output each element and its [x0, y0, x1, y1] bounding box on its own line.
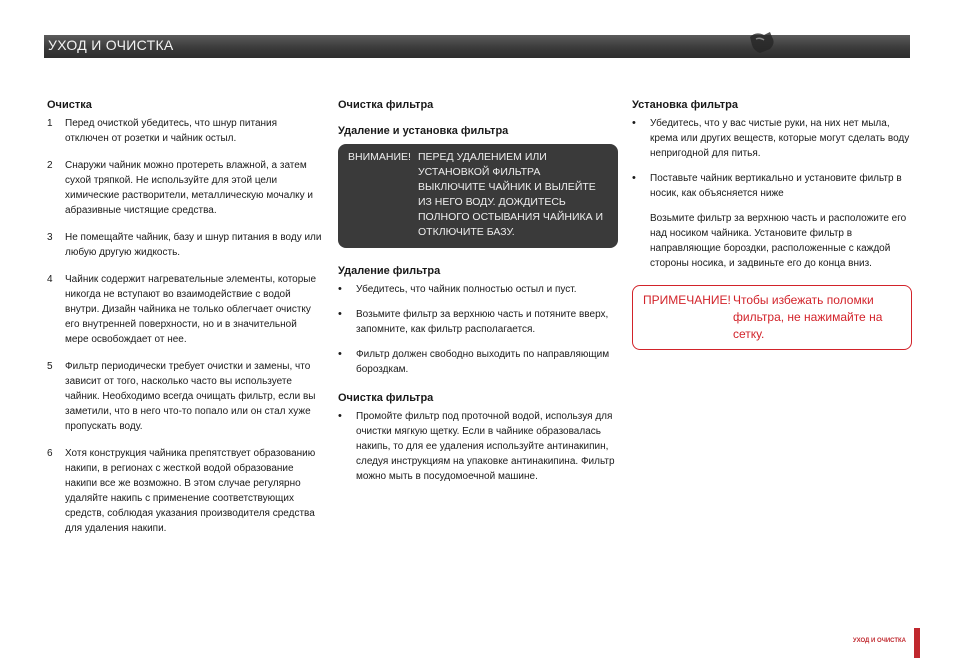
cleaning-steps-list: [47, 116, 322, 536]
warning-label: ВНИМАНИЕ!: [348, 151, 411, 163]
step-number: 3: [47, 232, 53, 243]
step-text: Хотя конструкция чайника препятствует образованию накипи, в регионах с жесткой водой образование накипи все же возможно. В этом случае регулярно удаляйте накипь с применение соответствующих средств, соблюдая указания производителя средства для удаления накипи.: [65, 448, 316, 534]
cleaning-heading: Очистка: [47, 99, 92, 111]
list-item: [47, 116, 322, 146]
removal-install-heading: Удаление и установка фильтра: [338, 125, 509, 137]
step-text: Перед очисткой убедитесь, что шнур питания отключен от розетки и чайник остыл.: [65, 118, 278, 144]
footer-section-label: УХОД И ОЧИСТКА: [852, 638, 906, 644]
list-item: [338, 347, 618, 377]
step-text: Чайник содержит нагревательные элементы, которые никогда не вступают во взаимодействие с водой внутри. Дизайн чайника не только облегчает очистку его внутренней поверхности, но и в значительной мере освобождает от нее.: [65, 274, 317, 345]
bullet-text: Убедитесь, что у вас чистые руки, на них нет мыла, крема или других веществ, которые могут сделать воду непригодной для питья.: [650, 118, 910, 159]
note-text: Чтобы избежать поломки фильтра, не нажимайте на сетку.: [733, 293, 883, 341]
install-heading: Установка фильтра: [632, 99, 738, 111]
list-item: [47, 230, 322, 260]
bullet-icon: •: [632, 117, 636, 129]
bullet-icon: •: [338, 348, 342, 360]
bullet-text: Поставьте чайник вертикально и установите фильтр в носик, как объясняется ниже: [650, 173, 902, 199]
bullet-icon: •: [632, 172, 636, 184]
column-filter-install: [632, 98, 912, 350]
step-text: Не помещайте чайник, базу и шнур питания в воду или любую другую жидкость.: [65, 232, 322, 258]
list-item: [47, 158, 322, 218]
bullet-text: Убедитесь, что чайник полностью остыл и пуст.: [356, 284, 577, 295]
cleaning-filter-list: [338, 409, 618, 484]
footer-tab-marker: [914, 628, 920, 658]
section-header-bar: [44, 35, 910, 58]
section-title: УХОД И ОЧИСТКА: [48, 37, 174, 53]
warning-text: ПЕРЕД УДАЛЕНИЕМ ИЛИ УСТАНОВКОЙ ФИЛЬТРА ВЫКЛЮЧИТЕ ЧАЙНИК И ВЫЛЕЙТЕ ИЗ НЕГО ВОДУ. ДОЖДИТЕСЬ ПОЛНОГО ОСТЫВАНИЯ ЧАЙНИКА И ОТКЛЮЧИТЕ БАЗУ.: [418, 151, 604, 238]
cleaning-filter-heading: Очистка фильтра: [338, 392, 434, 404]
bullet-text: Промойте фильтр под проточной водой, используя для очистки мягкую щетку. Если в чайнике образовалась накипь, то для ее удаления используйте антинакипин, следуя инструкциям на упаковке антинакипина. Фильтр можно мыть в посудомоечной машине.: [356, 411, 615, 482]
bullet-text: Фильтр должен свободно выходить по направляющим бороздкам.: [356, 349, 610, 375]
column-filter-cleaning: [338, 98, 618, 494]
list-item: [47, 446, 322, 536]
bullet-icon: •: [338, 410, 342, 422]
step-text: Фильтр периодически требует очистки и замены, что зависит от того, насколько часто вы используете чайник. Необходимо всегда очищать фильтр, если вы заметили, что в него что-то попало или он стал хуже пропускать воду.: [65, 361, 316, 432]
removal-heading: Удаление фильтра: [338, 265, 441, 277]
list-item: [632, 116, 912, 161]
step-number: 5: [47, 361, 53, 372]
step-number: 6: [47, 448, 53, 459]
filter-cleaning-heading: Очистка фильтра: [338, 99, 434, 111]
bullet-icon: •: [338, 283, 342, 295]
step-number: 2: [47, 160, 53, 171]
column-cleaning: [47, 98, 322, 548]
step-text: Снаружи чайник можно протереть влажной, а затем сухой тряпкой. Не используйте для этой цели химические растворители, металлическую мочалку и абразивные чистящие средства.: [65, 160, 314, 216]
list-item: [47, 359, 322, 434]
removal-list: [338, 282, 618, 377]
list-item: [338, 409, 618, 484]
note-label: ПРИМЕЧАНИЕ!: [643, 293, 731, 307]
install-paragraph: Возьмите фильтр за верхнюю часть и расположите его над носиком чайника. Установите фильтр в направляющие бороздки, расположенные с каждой стороны носика, и задвиньте его до конца вниз.: [650, 213, 907, 269]
list-item: [338, 282, 618, 297]
step-number: 1: [47, 118, 53, 129]
kettle-ornament-icon: [746, 29, 780, 59]
note-box: [632, 285, 912, 350]
bullet-icon: •: [338, 308, 342, 320]
install-list: [632, 116, 912, 201]
warning-box: [338, 144, 618, 248]
list-item: [47, 272, 322, 347]
list-item: [632, 171, 912, 201]
list-item: [338, 307, 618, 337]
bullet-text: Возьмите фильтр за верхнюю часть и потяните вверх, запомните, как фильтр располагается.: [356, 309, 609, 335]
step-number: 4: [47, 274, 53, 285]
